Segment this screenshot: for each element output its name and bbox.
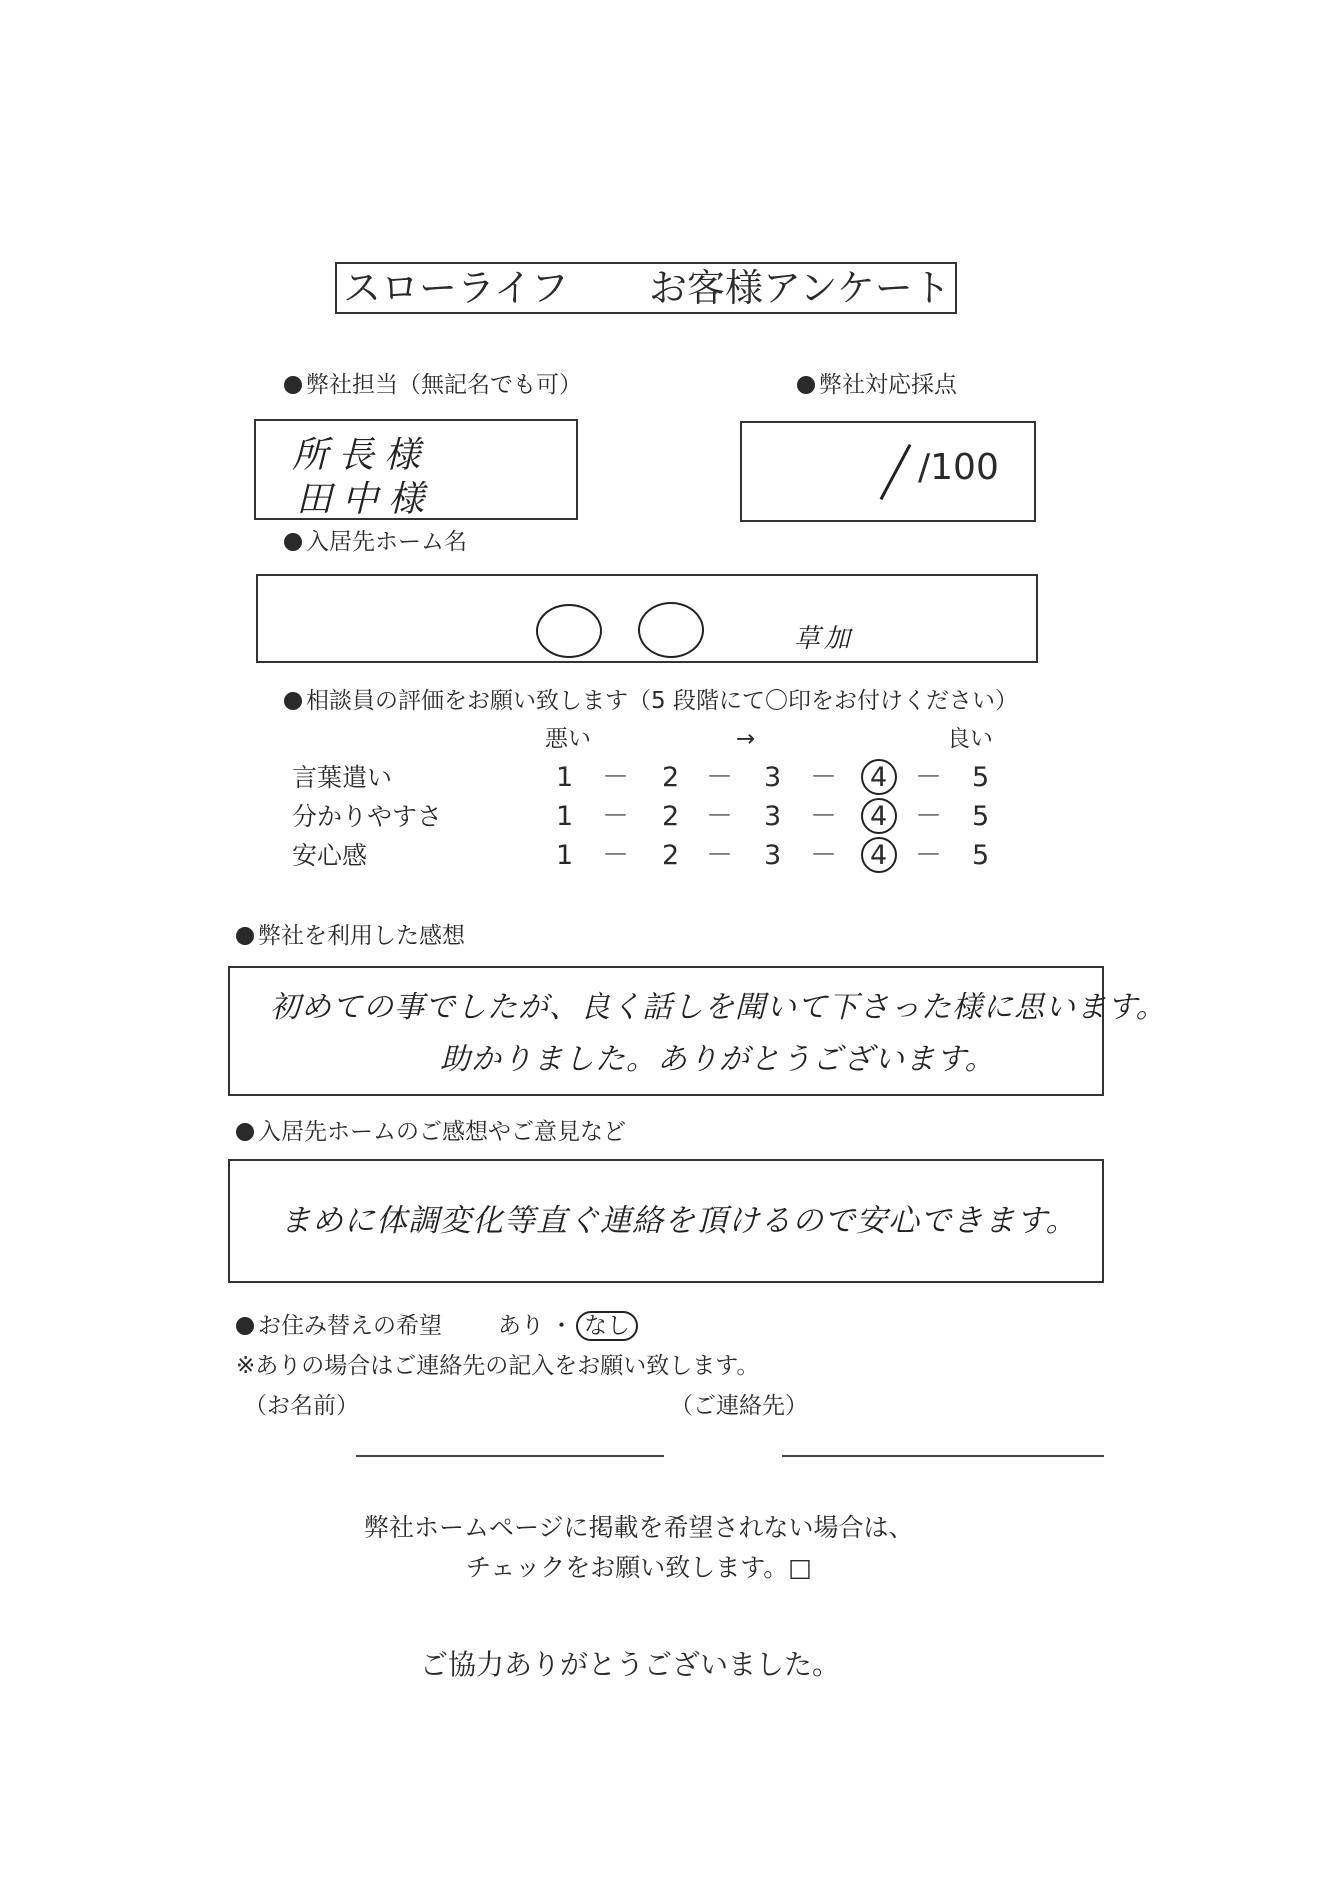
rating-option[interactable] [870, 761, 887, 795]
name-input-line[interactable] [356, 1455, 664, 1457]
staff-line1: 所長様 [292, 435, 431, 476]
home-opinion-text: まめに体調変化等直ぐ連絡を頂けるので安心できます。 [280, 1203, 1078, 1239]
rating-option-value: 5 [972, 762, 990, 793]
rating-row [0, 761, 1344, 795]
bullet-icon [797, 376, 815, 394]
rating-dash: － [706, 801, 733, 832]
rating-dash: － [602, 762, 629, 793]
rating-option[interactable] [556, 839, 573, 873]
rating-option[interactable] [556, 761, 573, 795]
rating-dash: － [602, 801, 629, 832]
rating-option-value: 5 [972, 840, 990, 871]
selected-circle-mark [861, 759, 897, 795]
evaluation-label: 相談員の評価をお願い致します（5 段階にて〇印をお付けください） [284, 686, 1018, 716]
title-left: スローライフ [343, 266, 569, 310]
move-note: ※ありの場合はご連絡先の記入をお願い致します。 [236, 1353, 760, 1379]
rating-row-label: 言葉遣い [292, 763, 393, 792]
home-value: 草加 [794, 624, 855, 654]
rating-option[interactable] [972, 800, 989, 834]
scale-arrow: → [736, 726, 756, 752]
rating-dash: － [810, 801, 837, 832]
rating-dash: － [915, 840, 942, 871]
publish-line2: チェックをお願い致します。 [466, 1553, 789, 1582]
masked-name-circle [638, 602, 704, 658]
impression-line2: 助かりました。ありがとうございます。 [440, 1042, 996, 1077]
rating-option-value: 5 [972, 801, 990, 832]
rating-option-value: 1 [556, 801, 574, 832]
name-label: （お名前） [244, 1393, 359, 1419]
rating-dash: － [706, 840, 733, 871]
survey-title [335, 262, 957, 314]
bullet-icon [284, 692, 302, 710]
impression-label: 弊社を利用した感想 [236, 921, 465, 951]
selected-circle-mark [861, 837, 897, 873]
rating-dash: － [810, 840, 837, 871]
rating-option[interactable] [764, 839, 781, 873]
selected-circle-mark [861, 798, 897, 834]
rating-dash: － [810, 762, 837, 793]
rating-option-value: 2 [662, 840, 680, 871]
rating-row [0, 839, 1344, 873]
rating-row-label: 分かりやすさ [292, 802, 443, 831]
rating-option-value: 4 [870, 762, 888, 793]
rating-option[interactable] [972, 761, 989, 795]
bullet-icon [236, 1317, 254, 1335]
contact-input-line[interactable] [782, 1455, 1104, 1457]
rating-option-value: 3 [764, 840, 782, 871]
home-field[interactable] [256, 574, 1038, 663]
rating-option[interactable] [972, 839, 989, 873]
bullet-icon [236, 1123, 254, 1141]
title-right: お客様アンケート [649, 266, 951, 310]
move-option-yes[interactable]: あり [498, 1313, 544, 1339]
rating-option-value: 4 [870, 801, 888, 832]
impression-field[interactable] [228, 966, 1167, 1096]
rating-option-value: 1 [556, 762, 574, 793]
bullet-icon [284, 533, 302, 551]
rating-option[interactable] [662, 761, 679, 795]
home-opinion-label: 入居先ホームのご感想やご意見など [236, 1117, 626, 1147]
rating-option[interactable] [662, 800, 679, 834]
move-option-separator: ・ [550, 1313, 573, 1339]
staff-line2: 田中様 [296, 479, 435, 520]
score-field[interactable] [740, 421, 1036, 522]
rating-dash: － [915, 762, 942, 793]
rating-option[interactable] [662, 839, 679, 873]
rating-option-value: 3 [764, 801, 782, 832]
rating-option[interactable] [870, 839, 887, 873]
thanks-text: ご協力ありがとうございました。 [420, 1648, 841, 1681]
staff-field[interactable] [254, 419, 578, 520]
rating-dash: － [602, 840, 629, 871]
rating-option[interactable] [870, 800, 887, 834]
impression-line1: 初めての事でしたが、良く話しを聞いて下さった様に思います。 [270, 990, 1167, 1025]
score-value: /100 [918, 447, 999, 488]
rating-option[interactable] [556, 800, 573, 834]
score-label: 弊社対応採点 [797, 370, 957, 400]
move-label: お住み替えの希望 [236, 1311, 442, 1341]
score-slash-mark [880, 444, 912, 500]
move-option-no[interactable]: なし [576, 1311, 638, 1341]
rating-option[interactable] [764, 761, 781, 795]
rating-option-value: 2 [662, 762, 680, 793]
rating-option-value: 3 [764, 762, 782, 793]
rating-option-value: 4 [870, 840, 888, 871]
rating-option[interactable] [764, 800, 781, 834]
publish-line2-row [466, 1548, 812, 1584]
home-opinion-field[interactable] [228, 1159, 1104, 1283]
bullet-icon [236, 927, 254, 945]
rating-dash: － [915, 801, 942, 832]
masked-name-circle [536, 604, 602, 658]
rating-dash: － [706, 762, 733, 793]
contact-label: （ご連絡先） [670, 1393, 808, 1419]
rating-option-value: 1 [556, 840, 574, 871]
no-publish-checkbox[interactable]: □ [788, 1553, 812, 1582]
publish-line1: 弊社ホームページに掲載を希望されない場合は、 [364, 1513, 914, 1542]
staff-label: 弊社担当（無記名でも可） [284, 370, 582, 400]
rating-option-value: 2 [662, 801, 680, 832]
home-label: 入居先ホーム名 [284, 527, 467, 557]
scale-good-label: 良い [947, 726, 993, 752]
rating-row-label: 安心感 [292, 841, 368, 870]
bullet-icon [284, 376, 302, 394]
scale-bad-label: 悪い [545, 726, 591, 752]
rating-row [0, 800, 1344, 834]
